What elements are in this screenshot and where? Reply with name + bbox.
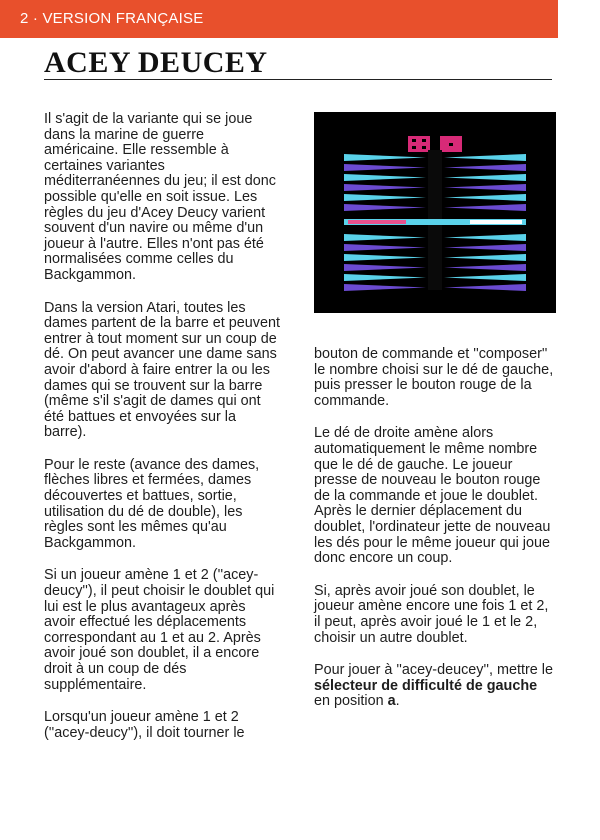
board-point [444, 154, 526, 161]
board-point [344, 164, 426, 171]
paragraph: Lorsqu'un joueur amène 1 et 2 (''acey-deucy''), il doit tourner le [44, 709, 245, 741]
section-label: 2 · VERSION FRANÇAISE [20, 10, 204, 27]
paragraph: Si un joueur amène 1 et 2 (''acey-deucy''), il peut choisir le doublet qui lui est le plus avantageux après avoir effectué les déplacements correspondant au 1 et au 2. Après avoir joué son doublet, il a encore droit à un coup de dés supplémentaire. [44, 567, 275, 693]
title-underline [44, 79, 552, 80]
checker-row-white [470, 220, 522, 224]
die-right [440, 136, 462, 152]
board-point [444, 194, 526, 201]
board-point [444, 204, 526, 211]
board-point [344, 184, 426, 191]
board-point [344, 234, 426, 241]
paragraph: Le dé de droite amène alors automatiquement le même nombre que le dé de gauche. Le joueur presse de nouveau le bouton rouge de la commande et joue le doublet. Après le dernier déplacement du doublet, l'ordinateur jette de nouveau les dés pour le même joueur qui joue donc encore un coup. [314, 425, 551, 567]
paragraph: Dans la version Atari, toutes les dames partent de la barre et peuvent entrer à tout moment sur un coup de dé. On peut avancer une dame sans avoir d'abord à faire entrer la ou les dames qui se trouvent sur la barre (même s'il s'agit de dames qui ont été battues et envoyées sur la barre). [44, 299, 280, 441]
board-point [344, 174, 426, 181]
section-header-band [0, 0, 558, 38]
board-point [444, 254, 526, 261]
die-pip [412, 146, 416, 149]
board-point [344, 284, 426, 291]
board-point [444, 184, 526, 191]
board-point [344, 154, 426, 161]
die-pip [422, 146, 426, 149]
paragraph: Il s'agit de la variante qui se joue dans la marine de guerre américaine. Elle ressemble à certaines variantes méditerranéennes du jeu; il est donc possible qu'elle en soit issue. Les règles du jeu d'Acey Deucy varient souvent d'un navire ou même d'un joueur à l'autre. Elles n'ont pas été normalisées comme celles du Backgammon. [44, 111, 276, 283]
paragraph: Si, après avoir joué son doublet, le joueur amène encore une fois 1 et 2, il peut, après avoir joué le 1 et le 2, choisir un autre doublet. [314, 582, 549, 646]
text-run: Pour jouer à ''acey-deucey'', mettre le [314, 662, 553, 679]
board-point [344, 264, 426, 271]
die-left [408, 136, 430, 152]
board-point [444, 284, 526, 291]
die-pip [449, 143, 453, 146]
board-point [444, 264, 526, 271]
board-point [444, 234, 526, 241]
page-title: ACEY DEUCEY [44, 46, 268, 79]
text-run: . [395, 693, 400, 710]
board-point [344, 194, 426, 201]
difficulty-switch-label: sélecteur de difficulté de gauche [314, 677, 538, 694]
right-text-column [314, 347, 556, 727]
board-point [444, 164, 526, 171]
board-point [344, 244, 426, 251]
checker-row-pink [348, 220, 406, 224]
board-point [444, 274, 526, 281]
left-text-column [44, 112, 280, 758]
paragraph: bouton de commande et ''composer'' le nombre choisi sur le dé de gauche, puis presser le bouton rouge de la commande. [314, 346, 554, 409]
game-screen-illustration [314, 112, 556, 313]
board-point [344, 204, 426, 211]
board-point [444, 244, 526, 251]
die-pip [412, 139, 416, 142]
paragraph: Pour le reste (avance des dames, flèches libres et fermées, dames découvertes et battues, sortie, utilisation du dé de double), les règles sont les mêmes qu'au Backgammon. [44, 456, 260, 551]
text-run: en position [314, 693, 388, 710]
board-point [444, 174, 526, 181]
board-point [344, 254, 426, 261]
board-point [344, 274, 426, 281]
paragraph [314, 663, 556, 710]
position-label: a [387, 693, 396, 710]
die-pip [422, 139, 426, 142]
